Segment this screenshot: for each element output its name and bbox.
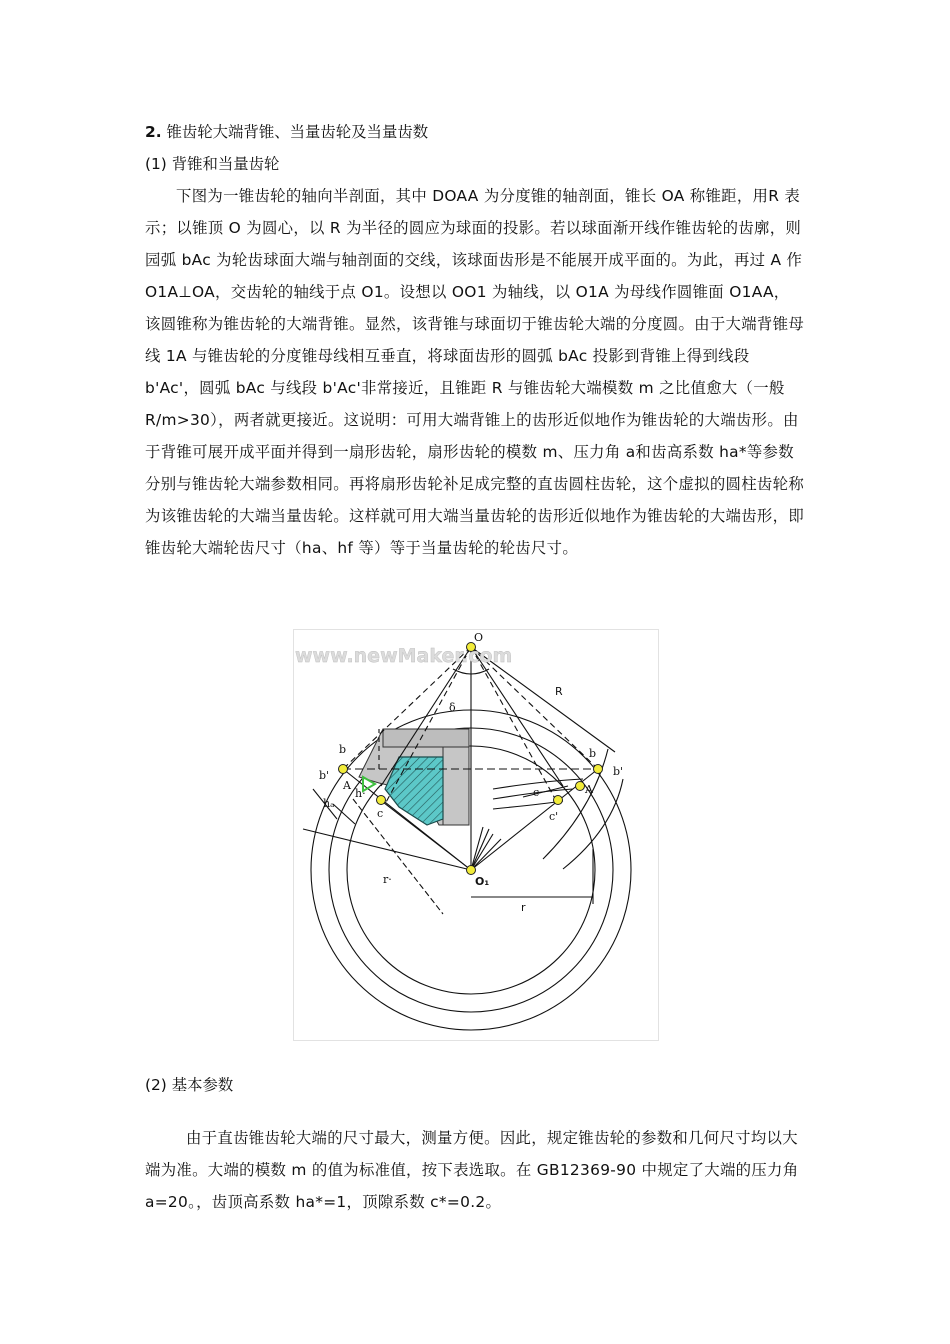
point-c-left <box>377 796 386 805</box>
hub-section <box>383 729 469 747</box>
figure-border <box>294 630 659 1041</box>
label-r: r <box>521 901 526 914</box>
label-A-right: A <box>585 783 593 796</box>
label-c-left: c <box>377 807 384 820</box>
label-c-prime-right: c' <box>549 810 559 823</box>
label-hf: h· <box>355 787 366 800</box>
label-O: O <box>474 631 484 644</box>
subsection-1-paragraph: 下图为一锥齿轮的轴向半剖面，其中 DOAA 为分度锥的轴剖面，锥长 OA 称锥距，用R 表示；以锥顶 O 为圆心，以 R 为半径的圆应为球面的投影。若以球面渐开线作锥齿轮的齿廓，则园弧 bAc 为轮齿球面大端与轴剖面的交线，该球面齿形是不能展开成平面的。为此，再过 A 作 O1A⊥OA，交齿轮的轴线于点 O1。设想以 OO1 为轴线，以 O1A 为母线作圆锥面 O1AA，该圆锥称为锥齿轮的大端背锥。显然，该背锥与球面切于锥齿轮大端的分度圆。由于大端背锥母线 1A 与锥齿轮的分度锥母线相互垂直，将球面齿形的圆弧 bAc 投影到背锥上得到线段 b'Ac'，圆弧 bAc 与线段 b'Ac'非常接近，且锥距 R 与锥齿轮大端模数 m 之比值愈大（一般 R/m>30），两者就更接近。这说明：可用大端背锥上的齿形近似地作为锥齿轮的大端齿形。由于背锥可展开成平面并得到一扇形齿轮，扇形齿轮的模数 m、压力角 a和齿高系数 ha*等参数分别与锥齿轮大端参数相同。再将扇形齿轮补足成完整的直齿圆柱齿轮，这个虚拟的圆柱齿轮称为该锥齿轮的大端当量齿轮。这样就可用大端当量齿轮的齿形近似地作为锥齿轮的大端齿形，即锥齿轮大端轮齿尺寸（ha、hf 等）等于当量齿轮的轮齿尺寸。 <box>145 187 805 557</box>
label-c-right: c <box>533 786 540 799</box>
label-b-right: b <box>589 747 597 760</box>
label-b-left: b <box>339 743 347 756</box>
watermark-text: www.newMaker.com <box>295 645 513 667</box>
point-O1 <box>467 866 476 875</box>
label-delta: δ <box>449 701 456 714</box>
label-b-prime-left: b' <box>319 769 330 782</box>
label-rv: r· <box>383 873 392 886</box>
label-A-left: A <box>343 779 351 792</box>
point-c-right <box>554 796 563 805</box>
label-O1: O₁ <box>475 875 490 888</box>
subsection-1-label: (1) 背锥和当量齿轮 <box>145 155 280 173</box>
bevel-gear-figure <box>293 629 659 1041</box>
label-b-prime-right: b' <box>613 765 624 778</box>
point-b-left <box>339 765 348 774</box>
point-b-right <box>594 765 603 774</box>
subsection-2-label: (2) 基本参数 <box>145 1076 234 1094</box>
label-R: R <box>555 685 563 698</box>
section-title: 锥齿轮大端背锥、当量齿轮及当量齿数 <box>166 123 429 141</box>
section-number: 2. <box>145 123 162 141</box>
subsection-2-paragraph: 由于直齿锥齿轮大端的尺寸最大，测量方便。因此，规定锥齿轮的参数和几何尺寸均以大端为准。大端的模数 m 的值为标准值，按下表选取。在 GB12369-90 中规定了大端的压力角 a=20。，齿顶高系数 ha*=1，顶隙系数 c*=0.2。 <box>145 1129 799 1211</box>
section-heading <box>145 116 805 148</box>
bevel-gear-diagram <box>293 629 659 1041</box>
point-A-right <box>576 782 585 791</box>
label-ha: hₐ <box>323 797 335 810</box>
